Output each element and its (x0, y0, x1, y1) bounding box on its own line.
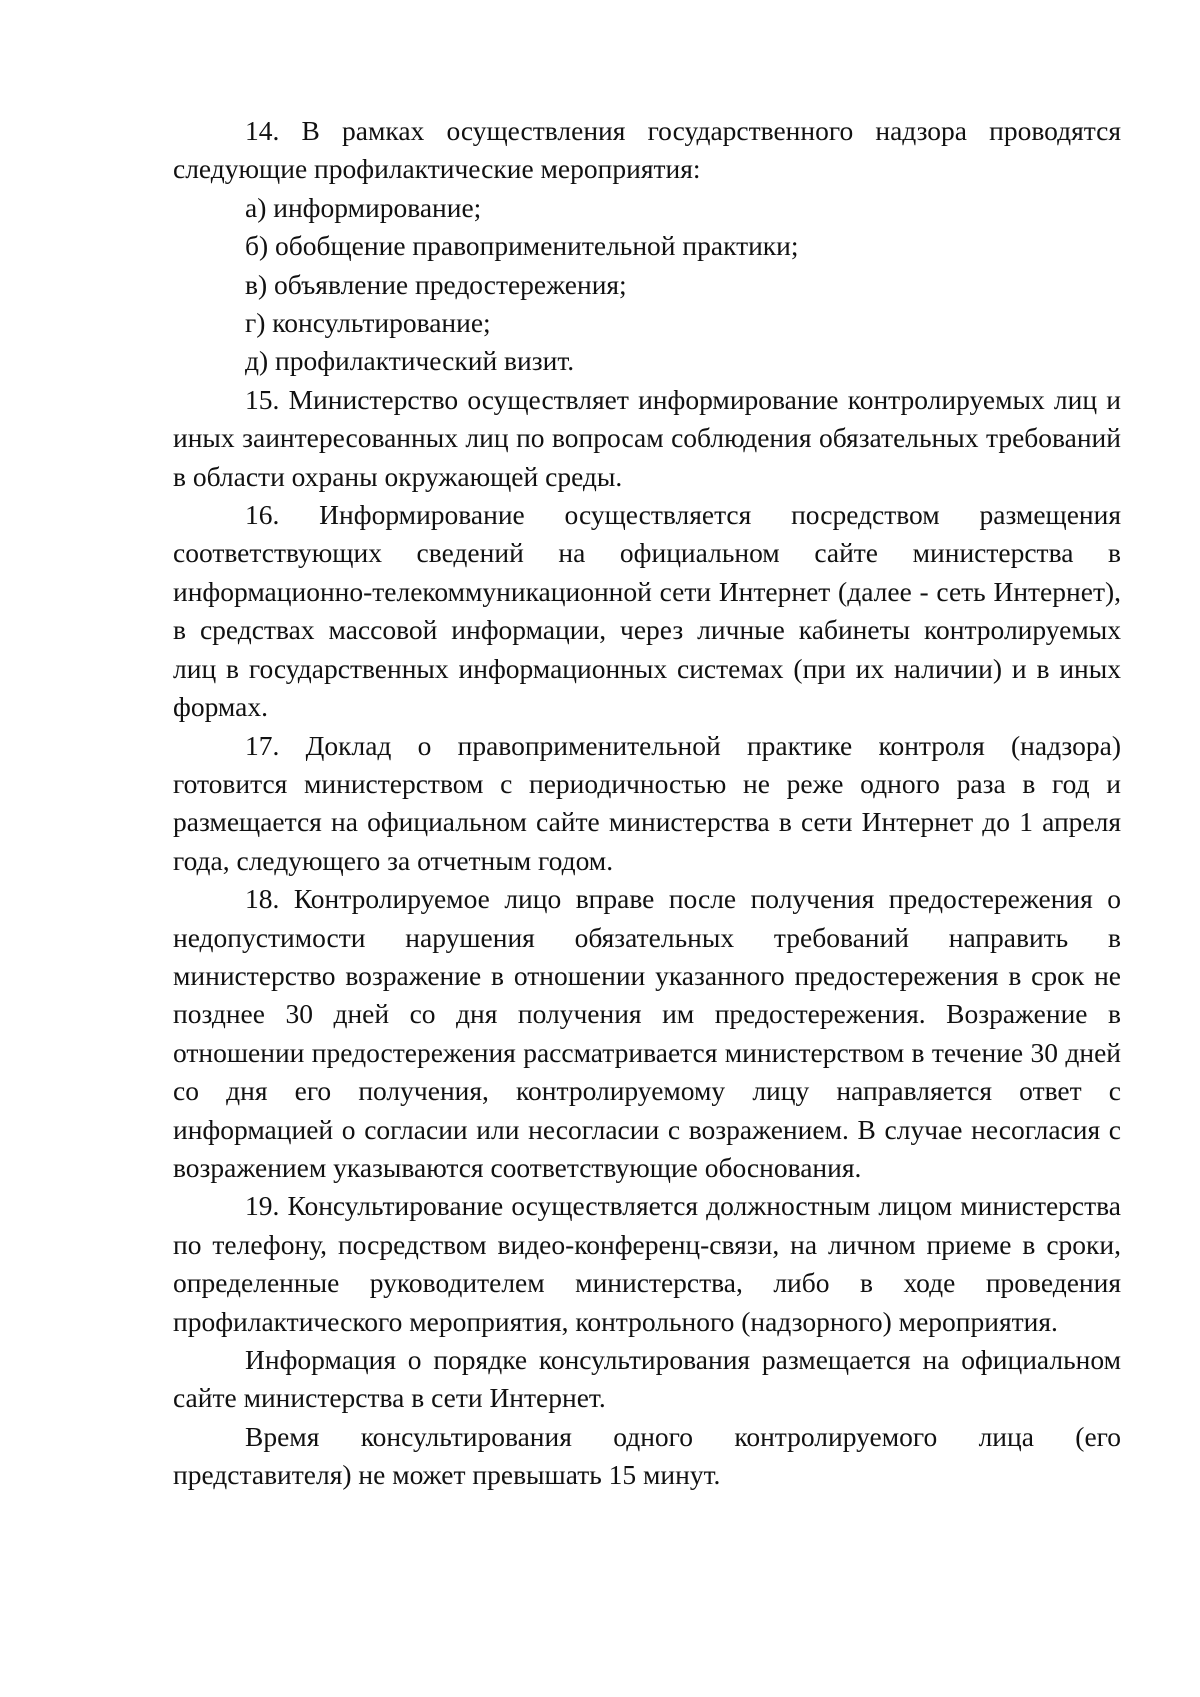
paragraph-19-info: Информация о порядке консультирования размещается на официальном сайте министерства в сети Интернет. (173, 1344, 1121, 1414)
paragraph-18: 18. Контролируемое лицо вправе после получения предостережения о недопустимости нарушения обязательных требований направить в министерство возражение в отношении указанного предостережения в срок не позднее 30 дней со дня получения им предостережения. Возражение в отношении предостережения рассматривается министерством в течение 30 дней со дня его получения, контролируемому лицу направляется ответ с информацией о согласии или несогласии с возражением. В случае несогласия с возражением указываются соответствующие обоснования. (173, 883, 1121, 1183)
paragraph-14: 14. В рамках осуществления государственного надзора проводятся следующие профилактические мероприятия: (173, 115, 1121, 185)
list-item-b: б) обобщение правоприменительной практики; (245, 230, 799, 262)
paragraph-19: 19. Консультирование осуществляется должностным лицом министерства по телефону, посредством видео-конференц-связи, на личном приеме в сроки, определенные руководителем министерства, либо в ходе проведения профилактического мероприятия, контрольного (надзорного) мероприятия. (173, 1190, 1121, 1337)
list-item-d: д) профилактический визит. (245, 345, 575, 377)
list-item-a: а) информирование; (245, 191, 482, 223)
list-item-v: в) объявление предостережения; (245, 268, 627, 300)
list-item-g: г) консультирование; (245, 307, 491, 339)
paragraph-17: 17. Доклад о правоприменительной практике контроля (надзора) готовится министерством с периодичностью не реже одного раза в год и размещается на официальном сайте министерства в сети Интернет до 1 апреля года, следующего за отчетным годом. (173, 729, 1121, 876)
document-body (173, 112, 1121, 1495)
paragraph-15: 15. Министерство осуществляет информирование контролируемых лиц и иных заинтересованных лиц по вопросам соблюдения обязательных требований в области охраны окружающей среды. (173, 383, 1121, 492)
paragraph-19-time: Время консультирования одного контролируемого лица (его представителя) не может превышать 15 минут. (173, 1420, 1121, 1491)
paragraph-16: 16. Информирование осуществляется посредством размещения соответствующих сведений на официальном сайте министерства в информационно-телекоммуникационной сети Интернет (далее - сеть Интернет), в средствах массовой информации, через личные кабинеты контролируемых лиц в государственных информационных системах (при их наличии) и в иных формах. (173, 499, 1121, 723)
